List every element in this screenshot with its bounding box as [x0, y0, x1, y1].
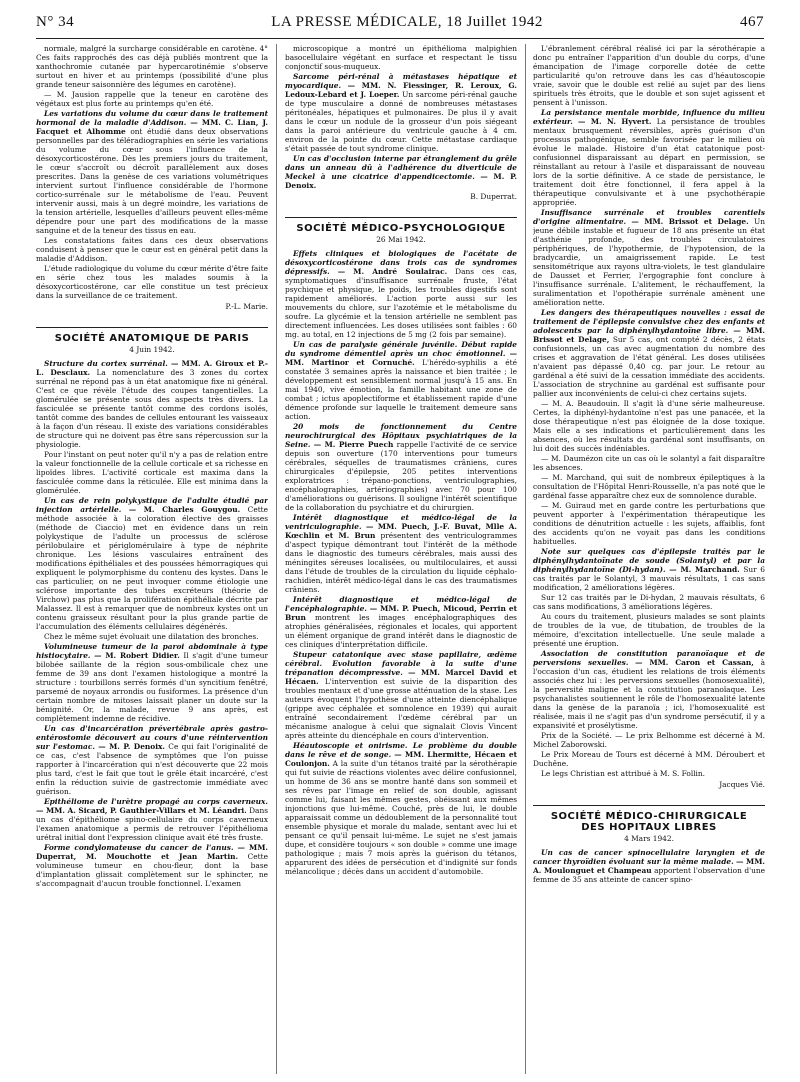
paragraph: microscopique a montré un épithélioma malpighien basocellulaire végétant en surface et respectant le tissu conjonctif sous-muqueux.	[285, 44, 517, 71]
journal-title-date: LA PRESSE MÉDICALE, 18 Juillet 1942	[271, 14, 543, 30]
article-title: Volumineuse tumeur de la paroi abdominale à type histiocytaire.	[36, 642, 268, 660]
article-authors: — MM. A. Sicard, P. Gauthier-Villars et M. Léandri.	[36, 806, 247, 815]
article	[285, 741, 517, 876]
article-text: Cette méthode associée à la coloration élective des graisses (méthode de Ciaccio) met en évidence dans un rein polykystique de l'adulte un processus de sclérose périlobulaire et périglomérulaire à type de néphrite chronique. Les lésions vasculaires entraînent des modifications épithéliales et des poussées hémorragiques qui expliquent le polymorphisme du contenu des kystes. Dans le cas particulier, on ne peut invoquer comme étiologie une sclérose importante des tubes excréteurs (théorie de Virchow) pas plus que la prolifération épithéliale décrite par Malassez. Il est à remarquer que de nombreux kystes ont un contenu graisseux résultant pour la plus grande partie de l'accumulation des éléments cellulaires dégénérés.	[36, 505, 268, 631]
article	[285, 595, 517, 649]
article-title: Note sur quelques cas d'épilepsie traités par le diphénylhydantoïnate de soude (Solantyl) et par la diphénylhydantoïne (Di-hydan).	[533, 547, 765, 574]
section-heading: SOCIÉTÉ ANATOMIQUE DE PARIS	[36, 327, 268, 343]
discussion: — M. Daumézon cite un cas où le solantyl a fait disparaître les absences.	[533, 454, 765, 472]
article	[533, 208, 765, 307]
article	[285, 340, 517, 421]
article-title: Les dangers des thérapeutiques nouvelles : essai de traitement de l'épilepsie convulsive chez des enfants et adolescents par la diphénylhydantoïne libre.	[533, 308, 765, 335]
article-title: Sarcome péri-rénal à métastases hépatique et myocardique.	[285, 72, 517, 90]
article-text: à l'occasion d'un cas, étudient les relations de trois éléments associés chez lui : les perversions sexuelles (homosexualité), la perversité maligne et la constitution paranoïaque. Les psychanalistes soutiennent le rôle de l'homosexualité latente dans la genèse de la paranoïa ; ici, l'homosexualité est réalisée, mais il ne s'agit pas d'un syndrome persécutif, il y a expansivité et prosélytisme.	[533, 658, 765, 730]
paragraph: — M. Jausion rappelle que la teneur en carotène des végétaux est plus forte au printemps qu'en été.	[36, 90, 268, 108]
prize-note: Prix de la Société. — Le prix Belhomme est décerné à M. Michel Zaborowski.	[533, 731, 765, 749]
article-text: rappelle l'activité de ce service depuis son ouverture (170 interventions pour tumeurs cérébrales, séquelles de traumatismes crâniens, cures chirurgicales d'épilepsie, 205 petites interventions exploratrices : trépano-ponctions, ventriculographies, encéphalographies, artériographies) avec 70 pour 100 d'améliorations ou guérisons. Il souligne l'intérêt scientifique de la collaboration du psychiatre et du chirurgien.	[285, 440, 517, 512]
section-heading-line2: DES HOPITAUX LIBRES	[581, 822, 717, 833]
discussion: — M. Guiraud met en garde contre les perturbations que peuvent apporter à l'expérimentation thérapeutique les conditions de dénutrition actuelle : les sujets, affaiblis, font des accidents qu'on ne voyait pas dans les conditions habituelles.	[533, 501, 765, 546]
paragraph: normale, malgré la surcharge considérable en carotène. 4° Ces faits rapprochés des cas déjà publiés montrent que la xanthochromie cutanée par hypercarotinémie s'observe surtout en hiver et au printemps (possibilité d'une plus grande teneur saisonnière des légumes en carotène).	[36, 44, 268, 89]
article	[285, 249, 517, 339]
article-title: La persistance mentale morbide, influence du milieu extérieur.	[533, 108, 765, 126]
article-authors: — MM. Duperrat, M. Mouchotte et Jean Martin.	[36, 843, 268, 861]
article-text: Dans un cas d'épithéliome spino-cellulaire du corps caverneux l'examen anatomique a permis de retrouver l'épithélioma urétral initial dont l'expression clinique avait été très fruste.	[36, 806, 268, 842]
article	[533, 649, 765, 730]
article-text: ont étudié dans deux observations personnelles par des téléradiographies en série les variations du volume du cœur sous l'influence de la désoxycorticostérone. Dès les premiers jours du traitement, le cœur s'accroît ou décroît parallèlement aux doses prescrites. Dans la genèse de ces variations volumétriques intervient surtout l'influence considérable de l'hormone cortico-surrénale sur le métabolisme de l'eau. Peuvent intervenir aussi, mais à un degré moindre, les variations de la tension artérielle, lesquelles d'ailleurs peuvent elles-même dépendre pour une part des modifications de la masse sanguine et de la teneur des tissus en eau.	[36, 127, 268, 235]
article-text: Dans ces cas, symptomatiques d'insuffisance surrénale fruste, l'état psychique et physique, le poids, les troubles digestifs sont rapidement améliorés. L'action porte aussi sur les mouvements du chlore, sur l'azotémie et le métabolisme du soufre. La glycémie et la tension artérielle ne semblent pas directement influencées. Les doses utilisées sont faibles : 60 mg. au total, en 12 injections de 5 mg (2 fois par semaine).	[285, 267, 517, 339]
paragraph: L'étude radiologique du volume du cœur mérite d'être faite en série chez tous les malades soumis à la désoxycorticostérone, car elle constitue un test précieux dans la surveillance de ce traitement.	[36, 264, 268, 300]
paragraph: Sur 12 cas traités par le Di-hydan, 2 mauvais résultats, 6 cas sans modifications, 3 améliorations légères.	[533, 593, 765, 611]
article-authors: — MM. Martinor et Cornuché.	[285, 349, 517, 367]
article	[36, 109, 268, 235]
article-authors: — MM. N. Fiessinger, R. Leroux, G. Ledoux-Lebard et J. Loeper.	[285, 81, 517, 99]
article-text: La persistance de troubles mentaux brusquement réversibles, après guérison d'un processus pathogénique, semble favorisée par le milieu où évolue le malade. Histoire d'un état catatonique post-confusionnel disparaissant au départ en permission, se réinstallant au retour à l'asile et disparaissant de nouveau lors de la sortie définitive. A ce stade de persistance, le traitement doit être fonctionnel, il fera appel à la thérapeutique convulsivante et à une psychothérapie appropriée.	[533, 117, 765, 207]
article-title: Un cas de paralysie générale juvénile. Début rapide du syndrome démentiel après un choc émotionnel.	[285, 340, 517, 358]
article-authors: — MM. Brissot et Delage.	[631, 217, 749, 226]
article-title: Epithéliome de l'urètre propagé au corps caverneux.	[44, 797, 268, 806]
page-number: 467	[740, 14, 764, 30]
article	[36, 724, 268, 796]
section-date: 26 Mai 1942.	[376, 235, 426, 244]
article-authors: — M. Marchand.	[669, 565, 740, 574]
paragraph: Chez le même sujet évoluait une dilatation des bronches.	[44, 632, 259, 641]
article-authors: — MM. Lhermitte, Hécaen et Coulonjon.	[285, 750, 517, 768]
article-title: Un cas d'incarcération prévertébrale après gastro-entérostomie découvert au cours d'une réintervention sur l'estomac.	[36, 724, 268, 751]
article-text: Ce qui fait l'originalité de ce cas, c'est l'absence de symptômes que l'on puisse rapporter à l'incarcération qui n'est découverte que 22 mois plus tard, c'est le fait que tout le grêle était incarcéré, c'est enfin la réduction suivie de gastrectomie immédiate avec guérison.	[36, 742, 268, 796]
article-title: Les variations du volume du cœur dans le traitement hormonal de la maladie d'Addison.	[36, 109, 268, 127]
article-authors: — MM. A. Moulonguet et Champeau	[533, 857, 765, 875]
article-text: apportent l'observation d'une femme de 35 ans atteinte de cancer spino-	[533, 866, 765, 884]
article-authors: — MM. Brissot et Delage,	[533, 326, 765, 344]
article-title: Stupeur catatonique avec stase papillaire, œdème cérébral. Evolution favorable à la suite d'une trépanation décompressive.	[285, 650, 517, 677]
paragraph: Les constatations faites dans ces deux observations conduisent à penser que le cœur est en général petit dans la maladie d'Addison.	[36, 236, 268, 263]
article	[36, 359, 268, 449]
article-authors: — MM. Marcel David et Hécaen.	[285, 668, 517, 686]
article-authors: — MM. P. Puech, Micoud, Perrin et Brun	[285, 604, 517, 622]
article-text: Sur 5 cas, ont compté 2 décès, 2 états confusionnels, un cas avec augmentation du nombre des crises et aggravation de l'état général. Les doses utilisées n'avaient pas dépassé 0,40 cg. par jour. Le retour au gardénal a été suivi de la cessation immédiate des accidents. L'association de strychnine au gardénal est suffisante pour pallier aux inconvénients de celui-ci chez certains sujets.	[533, 335, 765, 398]
article-title: Un cas de rein polykystique de l'adulte étudié par injection artérielle.	[36, 496, 268, 514]
paragraph: Au cours du traitement, plusieurs malades se sont plaints de troubles de la vue, de titubation, de troubles de la mémoire, d'excitation intellectuelle. Une seule malade a présenté une éruption.	[533, 612, 765, 648]
page-header	[36, 14, 764, 38]
article-title: 20 mois de fonctionnement du Centre neurochirurgical des Hôpitaux psychiatriques de la Seine.	[285, 422, 517, 449]
article-title: Association de constitution paranoïaque et de perversions sexuelles.	[533, 649, 765, 667]
article-text: Il s'agit d'une tumeur bilobée saillante de la région sous-ombilicale chez une femme de 39 ans dont l'examen histologique a montré la structure : tourbillons serrés formés d'un syncitium fenêtré, parsemé de noyaux arrondis ou fusiformes. La présence d'un certain nombre de mitoses laissait planer un doute sur la bénignité. Or, la malade, revue 9 ans après, est complètement indemne de récidive.	[36, 651, 268, 723]
article-title: Insuffisance surrénale et troubles carentiels d'origine alimentaire.	[533, 208, 765, 226]
article	[533, 108, 765, 207]
article	[285, 72, 517, 153]
paragraph: L'ébranlement cérébral réalisé ici par la sérothérapie a donc pu entraîner l'apparition d'un double du corps, d'une émancipation de l'image corporelle dotée de cette particularité qu'on retrouve dans les cas d'héautoscopie vraie, savoir que le double est relié au sujet par des liens spirituels très étroits, que le double et son sujet agissent et pensent à l'unisson.	[533, 44, 765, 107]
article	[36, 642, 268, 723]
section-heading: SOCIÉTÉ MÉDICO-CHIRURGICALE	[533, 805, 765, 821]
signature: Jacques Vié.	[719, 780, 765, 789]
article-authors: — MM. C. Lian, J. Facquet et Alhomme	[36, 118, 268, 136]
article-title: Effets cliniques et biologiques de l'acétate de désoxycorticostérone dans trois cas de syndromes dépressifs.	[285, 249, 517, 276]
section-date: 4 Juin 1942.	[129, 345, 175, 354]
article-title: Intérêt diagnostique et médico-légal de l'encéphalographie.	[285, 595, 517, 613]
article-authors: — M. N. Hyvert.	[578, 117, 652, 126]
article	[533, 547, 765, 592]
article-authors: — MM. A. Giroux et P.-L. Desclaux.	[36, 359, 268, 377]
article-text: Sur 6 cas traités par le Solantyl, 3 mauvais résultats, 1 cas sans modification, 2 améliorations légères.	[533, 565, 765, 592]
article	[285, 154, 517, 190]
article	[285, 650, 517, 740]
article-text: A la suite d'un tétanos traité par la sérothérapie qui fut suivie de réactions violentes avec délire confusionnel, un homme de 36 ans se montre hanté dans son sommeil et ses rêves par l'image en relief de son double, agissant comme lui, faisant les mêmes gestes, obéissant aux mêmes injonctions que lui-même. Couché, près de lui, le double apparaissait comme un dédoublement de la personnalité tout ensemble physique et morale du malade, sentant avec lui et pensant ce qu'il pensait lui-même. Le sujet ne s'est jamais dupe, et considère toujours « son double » comme une image pathologique ; mais 7 mois après la guérison du tétanos, apparurent des idées de persécution et d'indignité sur fonds mélancolique ; décès dans un accident d'automobile.	[285, 759, 517, 876]
article	[533, 848, 765, 884]
article-text: montrent les images encéphalographiques des atrophies généralisées, régionales et locales, qui apportent un élément organique de grand intérêt dans le diagnostic de ces cliniques d'interprétation difficile.	[285, 613, 517, 649]
section-date: 4 Mars 1942.	[624, 834, 674, 843]
article-authors: — M. André Soulairac.	[337, 267, 448, 276]
article-authors: — MM. Puech, J.-F. Buvat, Mlle A. Kœchlin et M. Brun	[285, 522, 517, 540]
column-3	[533, 44, 765, 1074]
section-heading: SOCIÉTÉ MÉDICO-PSYCHOLOGIQUE	[285, 217, 517, 233]
column-1	[36, 44, 268, 1074]
header-rule	[36, 38, 764, 39]
discussion: — M. Marchand, qui suit de nombreux épileptiques à la consultation de l'Hôpital Henri-Rousselle, n'a pas noté que le gardénal fasse apparaître chez eux de somnolence durable.	[533, 473, 765, 500]
article-title: Un cas de cancer spinocellulaire laryngien et de cancer thyroïdien évoluant sur la même malade.	[533, 848, 765, 866]
article-title: Un cas d'occlusion interne par étranglement du grêle dans un anneau dû à l'adhérence du diverticule de Meckel à une cicatrice d'appendicectomie.	[285, 154, 517, 181]
article	[533, 308, 765, 398]
article-authors: — M. P. Denoix.	[285, 172, 517, 190]
article-title: Forme condylomateuse du cancer de l'anus.	[44, 843, 234, 852]
paragraph: Pour l'instant on peut noter qu'il n'y a pas de relation entre la valeur fonctionnelle de la cellule corticale et sa richesse en lipoïdes libres. L'activité corticale est maxima dans la fasciculée comme dans la réticulée. Elle est minima dans la glomérulée.	[36, 450, 268, 495]
article	[36, 843, 268, 888]
article-text: Un jeune débile instable et fugueur de 18 ans présente un état d'asthénie profonde, des troubles circulatoires périphériques, de l'hypothermie, de l'hypotension, de la bradycardie, un amaigrissement rapide. Le test sensitométrique aux rayons ultra-violets, le test glandulaire de Dausset et Ferrier, l'ergographie font conclure à l'insuffisance surrénale. L'alitement, le réchauffement, la suralimentation et l'opothérapie surrénale amènent une amélioration nette.	[533, 217, 765, 307]
article	[285, 422, 517, 512]
article-text: L'intervention est suivie de la disparition des troubles mentaux et d'une grosse atténuation de la stase. Les auteurs évoquent l'hypothèse d'une atteinte diencéphalique (grippe avec céphalée et somnolence en 1939) qui aurait entraîné secondairement l'œdème cérébral par un mécanisme analogue à celui que signalait Clovis Vincent après atteinte du diencéphale en cours d'intervention.	[285, 677, 517, 740]
article	[36, 797, 268, 842]
article-title: Structure du cortex surrénal.	[44, 359, 168, 368]
article-text: Cette volumineuse tumeur en chou-fleur, dont la base d'implantation glissait complètement sur le sphincter, ne s'accompagnait d'aucun trouble fonctionnel. L'examen	[36, 852, 268, 888]
article-title: Héautoscopie et onirisme. Le problème du double dans le rêve et de songe.	[285, 741, 517, 759]
article-text: L'hérédo-syphilis a été constatée 3 semaines après la naissance et bien traitée ; le développement est sensiblement normal jusqu'à 15 ans. En mai 1940, vive émotion, la famille habitant une zone de combat ; ictus apoplectiforme et établissement rapide d'une démence profonde sur laquelle le traitement demeure sans action.	[285, 358, 517, 421]
article-title: Intérêt diagnostique et médico-légal de la ventriculographie.	[285, 513, 517, 531]
article	[36, 496, 268, 631]
article-authors: — M. Charles Gouygou.	[128, 505, 241, 514]
article	[285, 513, 517, 594]
article-text: présentent des ventriculogrammes d'aspect typique démontrant tout l'intérêt de la méthode dans le diagnostic des tumeurs cérébrales, mais aussi des méningites séreuses localisées, ou multiloculaires, et aussi dans l'étude de troubles de la circulation du liquide céphalo-rachidien, intérêt médico-légal dans le cas des traumatismes crâniens.	[285, 531, 517, 594]
column-divider	[276, 44, 277, 1074]
prize-note: Le legs Christian est attribué à M. S. Follin.	[541, 769, 706, 778]
article-authors: — M. P. Denoix.	[98, 742, 165, 751]
issue-number: N° 34	[36, 14, 75, 30]
article-text: La nomenclature des 3 zones du cortex surrénal ne répond pas à un état anatomique fixe ni général. C'est ce que révèle l'étude des coupes tangentielles. La glomérulée se présente sous des aspects très divers. La fasciculée se présente tantôt comme des cordons isolés, tantôt comme des bandes de cellules entourant les vaisseaux à la façon d'un réseau. Il existe des variations considérables de structure qui ne doivent pas être sans répercussion sur la physiologie.	[36, 368, 268, 449]
discussion: — M. A. Beaudouin. Il s'agit là d'une série malheureuse. Certes, la diphényl-hydantoïne n'est pas une panacée, et la dose thérapeutique n'est pas éloignée de la dose toxique. Mais elle a ses indications et particulièrement dans les absences, où les résultats du gardénal sont insuffisants, on lui doit des succès indéniables.	[533, 399, 765, 453]
article-authors: — M. Pierre Puech	[313, 440, 394, 449]
column-2	[285, 44, 517, 1074]
article-authors: — M. Robert Didier.	[94, 651, 180, 660]
article-authors: — MM. Caron et Cassan,	[635, 658, 754, 667]
signature: P.-L. Marie.	[225, 302, 268, 311]
prize-note: Le Prix Moreau de Tours est décerné à MM. Déroubert et Duchêne.	[533, 750, 765, 768]
signature: B. Duperrat.	[470, 192, 517, 201]
column-divider	[525, 44, 526, 1074]
article-text: Un sarcome péri-rénal gauche de type musculaire a donné de nombreuses métastases péritonéales, hépatiques et pulmonaires. De plus il y avait dans le cœur un nodule de la grosseur d'un pois siégeant dans la paroi antérieure du ventricule gauche à 4 cm. environ de la pointe du cœur. Cette métastase cardiaque s'était passée de tout syndrome clinique.	[285, 90, 517, 153]
